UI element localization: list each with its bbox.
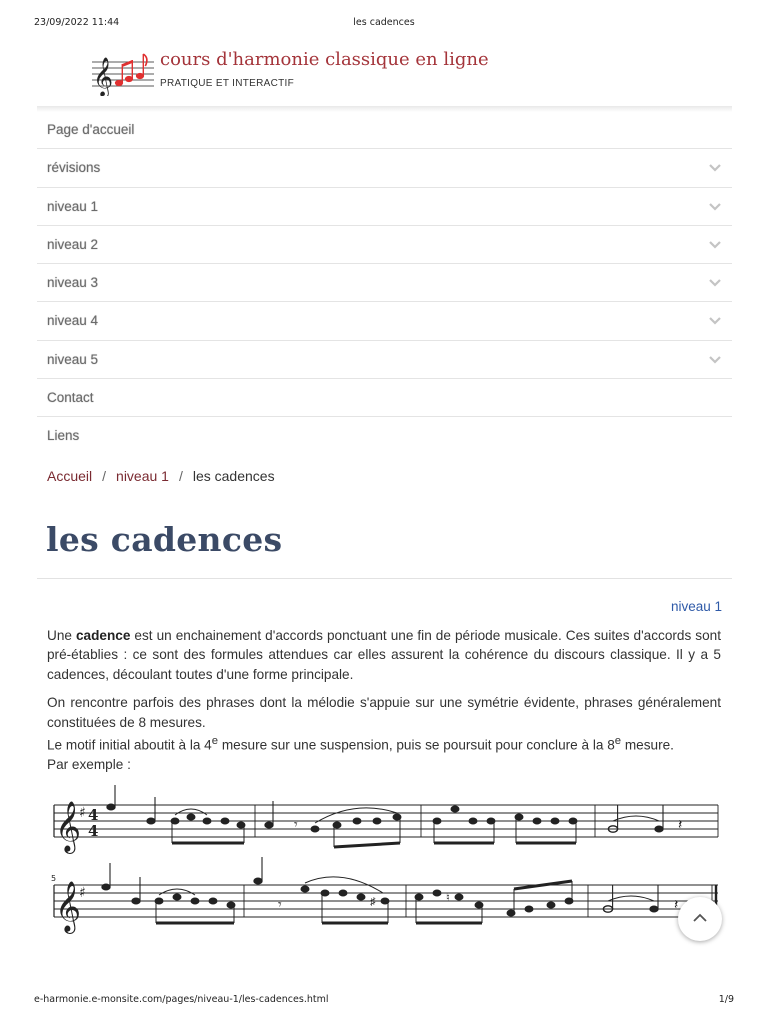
breadcrumb-section-link[interactable]: niveau 1 — [116, 468, 169, 484]
nav-item-label: Liens — [47, 428, 80, 444]
svg-text:♯: ♯ — [79, 885, 86, 901]
svg-text:♯: ♯ — [79, 805, 86, 821]
site-header — [92, 46, 732, 102]
text-run: mesure. — [621, 737, 674, 753]
nav-item-niveau-3[interactable] — [37, 264, 732, 302]
nav-item-label: niveau 4 — [47, 313, 99, 329]
music-score-image — [48, 785, 722, 950]
nav-item-niveau-2[interactable] — [37, 226, 732, 264]
chevron-down-icon[interactable] — [708, 355, 722, 365]
nav-item-accueil[interactable] — [37, 111, 732, 149]
svg-text:♮: ♮ — [446, 892, 450, 904]
breadcrumb — [47, 468, 275, 484]
time-signature-bottom: 4 — [88, 822, 99, 840]
nav-item-label: niveau 2 — [47, 236, 99, 252]
nav-item-label: niveau 1 — [47, 198, 99, 214]
article-content — [47, 626, 721, 783]
print-footer — [0, 994, 768, 1008]
text-run: Une — [47, 628, 76, 643]
svg-text:𝄞: 𝄞 — [93, 57, 114, 96]
time-signature-top: 4 — [88, 806, 99, 824]
svg-text:♯: ♯ — [370, 896, 376, 908]
nav-item-niveau-5[interactable] — [37, 341, 732, 379]
print-datetime: 23/09/2022 11:44 — [34, 17, 120, 28]
nav-item-liens[interactable] — [37, 417, 732, 455]
breadcrumb-separator: / — [178, 468, 183, 484]
print-url: e-harmonie.e-monsite.com/pages/niveau-1/les-cadences.html — [34, 994, 329, 1005]
chevron-down-icon[interactable] — [708, 240, 722, 250]
chevron-down-icon[interactable] — [708, 202, 722, 212]
print-doc-title: les cadences — [353, 17, 415, 28]
text-run: mesure sur une suspension, puis se poursuit pour conclure à la 8 — [218, 737, 615, 753]
chevron-down-icon[interactable] — [708, 316, 722, 326]
svg-text:𝄽: 𝄽 — [678, 816, 683, 832]
superscript: e — [211, 735, 219, 748]
title-divider — [37, 578, 732, 579]
print-page-number: 1/9 — [718, 994, 734, 1005]
nav-item-niveau-4[interactable] — [37, 302, 732, 340]
svg-text:𝄾: 𝄾 — [278, 896, 282, 912]
nav-item-label: Page d'accueil — [47, 122, 135, 137]
nav-item-contact[interactable] — [37, 379, 732, 417]
nav-item-label: révisions — [47, 160, 101, 176]
svg-text:𝄞: 𝄞 — [55, 881, 82, 932]
text-run: Le motif initial aboutit à la 4 — [47, 737, 212, 753]
measure-number: 5 — [51, 874, 57, 883]
nav-item-revisions[interactable] — [37, 149, 732, 187]
page-title: les cadences — [46, 520, 283, 559]
scroll-to-top-button[interactable] — [678, 897, 722, 941]
breadcrumb-current: les cadences — [192, 468, 275, 484]
svg-text:𝄞: 𝄞 — [55, 801, 82, 852]
text-run: est un enchainement d'accords ponctuant une fin de période musicale. Ces suites d'accords sont pré-établies : ce sont des formules attendues car elles assurent la cohérence du discours classique. Il y a 5 cadences, découlant toutes d'une forme principale. — [47, 628, 721, 682]
print-header — [0, 17, 768, 31]
chevron-up-icon — [692, 912, 708, 924]
term-cadence: cadence — [75, 628, 131, 643]
nav-item-label: niveau 3 — [47, 275, 99, 291]
nav-item-label: Contact — [47, 390, 94, 406]
site-title[interactable]: cours d'harmonie classique en ligne — [160, 49, 489, 70]
site-subtitle: PRATIQUE ET INTERACTIF — [160, 78, 295, 89]
text-run: On rencontre parfois des phrases dont la mélodie s'appuie sur une symétrie évidente, phrases généralement constituées de 8 mesures. — [47, 695, 721, 730]
breadcrumb-separator: / — [102, 468, 107, 484]
breadcrumb-home-link[interactable]: Accueil — [47, 468, 93, 484]
category-link[interactable]: niveau 1 — [670, 599, 722, 614]
music-notes-logo[interactable] — [92, 50, 154, 96]
paragraph-example — [47, 693, 721, 774]
chevron-down-icon[interactable] — [708, 163, 722, 173]
paragraph-intro — [47, 626, 721, 684]
nav-item-label: niveau 5 — [47, 351, 99, 367]
superscript: e — [614, 735, 622, 748]
text-run: Par exemple : — [47, 756, 131, 772]
chevron-down-icon[interactable] — [708, 278, 722, 288]
main-nav — [37, 111, 732, 456]
nav-item-niveau-1[interactable] — [37, 188, 732, 226]
svg-text:𝄾: 𝄾 — [294, 816, 298, 832]
svg-text:𝄽: 𝄽 — [674, 896, 679, 912]
